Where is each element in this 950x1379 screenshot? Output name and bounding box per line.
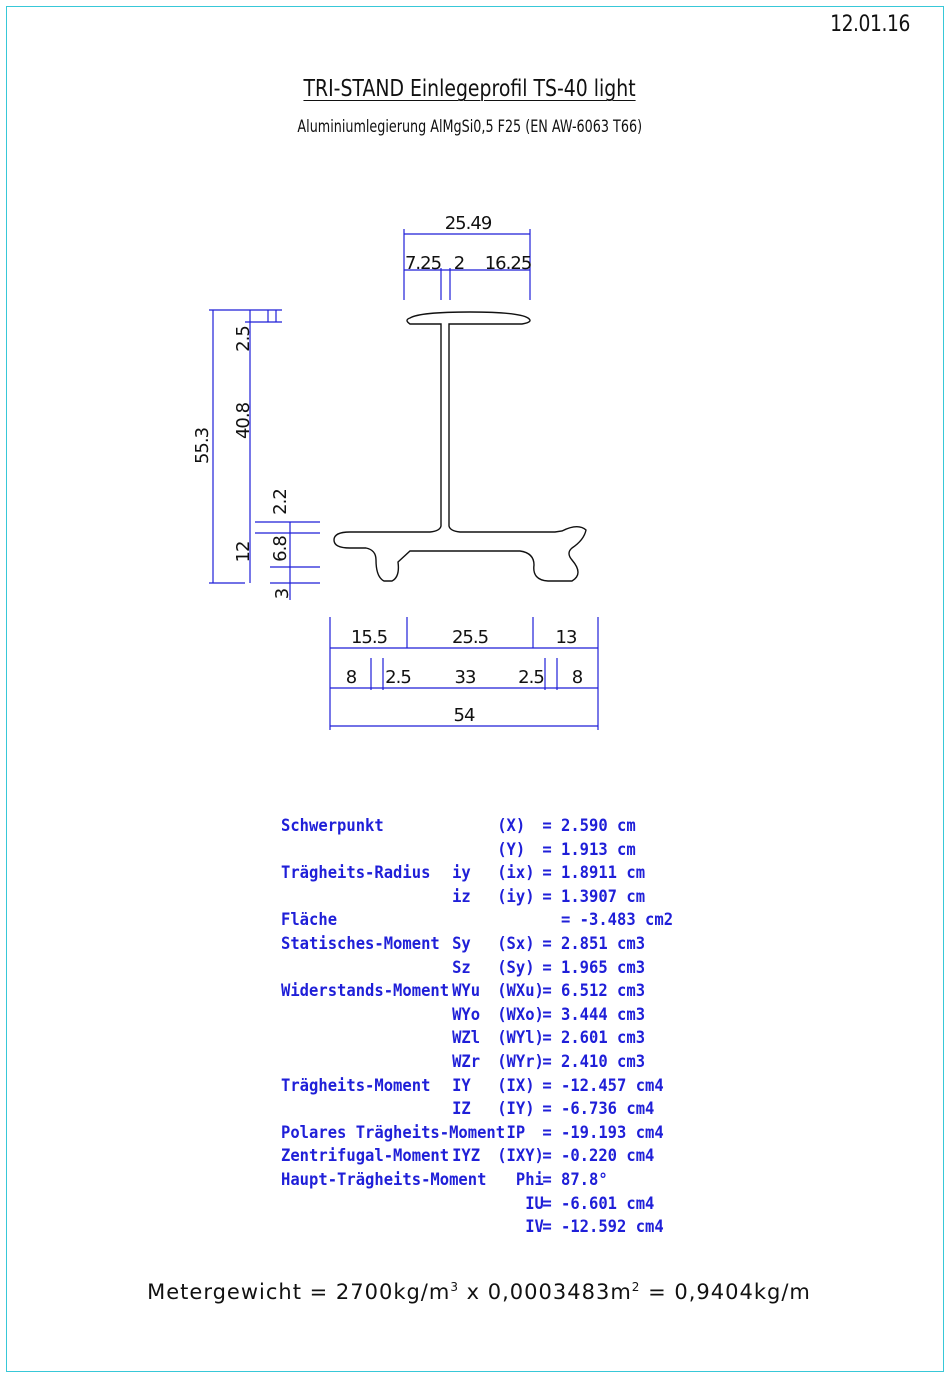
property-value: = 2.410 cm3 xyxy=(542,1051,646,1071)
formula-part1: Metergewicht = 2700kg/m xyxy=(147,1280,451,1304)
dim-top-total: 25.49 xyxy=(444,213,492,234)
dim-top-right: 16.25 xyxy=(484,253,532,274)
dim-base-bottom: 3 xyxy=(272,588,293,600)
property-alt-symbol: Phi xyxy=(497,1169,544,1189)
property-value: = 87.8° xyxy=(542,1169,608,1189)
dim-bottom-13: 13 xyxy=(555,627,577,648)
property-symbol: WYu xyxy=(452,981,481,1001)
property-alt-symbol: (IY) xyxy=(497,1099,535,1119)
property-symbol: WZl xyxy=(452,1028,481,1048)
property-value: = 3.444 cm3 xyxy=(542,1004,646,1024)
property-alt-symbol: (Sy) xyxy=(497,957,535,977)
dim-top-left: 7.25 xyxy=(404,253,442,274)
dim-base-mid: 6.8 xyxy=(270,536,291,562)
property-value: = 1.8911 cm xyxy=(542,863,646,883)
property-alt-symbol: (X) xyxy=(497,816,526,835)
drawing-date: 12.01.16 xyxy=(830,12,910,37)
property-symbol: IYZ xyxy=(452,1146,481,1166)
property-symbol: iy xyxy=(452,863,471,883)
property-value: = 1.913 cm xyxy=(542,839,636,859)
property-value: = -12.592 cm4 xyxy=(542,1217,664,1237)
formula-exp2: 2 xyxy=(631,1280,641,1294)
property-alt-symbol: IP xyxy=(497,1122,526,1142)
dim-bottom-25-5: 25.5 xyxy=(451,627,489,648)
dim-bottom-total: 54 xyxy=(453,705,475,726)
formula-part2: x 0,0003483m xyxy=(458,1280,632,1304)
property-alt-symbol: (ix) xyxy=(497,863,535,883)
property-label: Schwerpunkt xyxy=(281,816,384,835)
property-alt-symbol: (Y) xyxy=(497,839,526,859)
property-value: = -19.193 cm4 xyxy=(542,1122,664,1142)
property-value: = 2.851 cm3 xyxy=(542,933,646,953)
property-alt-symbol: IV xyxy=(497,1217,544,1237)
dim-height-total: 55.3 xyxy=(192,427,213,465)
property-value: = 6.512 cm3 xyxy=(542,981,646,1001)
property-value: = -6.736 cm4 xyxy=(542,1099,655,1119)
property-alt-symbol: (WXu) xyxy=(497,981,544,1001)
property-symbol: WZr xyxy=(452,1051,481,1071)
property-alt-symbol: IU xyxy=(497,1193,544,1213)
property-label: Haupt-Trägheits-Moment xyxy=(281,1169,487,1189)
property-value: = -0.220 cm4 xyxy=(542,1146,655,1166)
property-label: Statisches-Moment xyxy=(281,933,440,953)
property-alt-symbol: (IXY) xyxy=(497,1146,544,1166)
property-value: = 2.601 cm3 xyxy=(542,1028,646,1048)
property-value: = 1.965 cm3 xyxy=(542,957,646,977)
meter-weight-formula xyxy=(0,1280,950,1304)
dim-flange-top: 2.5 xyxy=(233,326,254,352)
dim-bottom-2-5-left: 2.5 xyxy=(385,667,411,688)
property-alt-symbol: (WXo) xyxy=(497,1004,544,1024)
property-alt-symbol: (IX) xyxy=(497,1075,535,1095)
property-value: = 2.590 cm xyxy=(542,816,636,835)
dim-base-total: 12 xyxy=(233,541,254,563)
property-alt-symbol: (WYr) xyxy=(497,1051,544,1071)
property-label: Zentrifugal-Moment xyxy=(281,1146,450,1166)
left-dimensions xyxy=(209,310,320,600)
property-value: = 1.3907 cm xyxy=(542,886,646,906)
profile-section xyxy=(334,312,586,581)
property-symbol: IZ xyxy=(452,1099,471,1119)
dim-top-mid: 2 xyxy=(453,253,465,274)
dim-bottom-2-5-right: 2.5 xyxy=(518,667,544,688)
property-alt-symbol: (Sx) xyxy=(497,933,535,953)
property-value: = -6.601 cm4 xyxy=(542,1193,655,1213)
property-symbol: Sz xyxy=(452,957,471,977)
property-label: Trägheits-Moment xyxy=(281,1075,431,1095)
property-value: = -12.457 cm4 xyxy=(542,1075,664,1095)
property-label: Polares Trägheits-Moment xyxy=(281,1122,506,1142)
profile-outline xyxy=(334,312,586,581)
property-symbol: Sy xyxy=(452,933,471,953)
dim-web-height: 40.8 xyxy=(233,402,254,440)
dim-base-web: 2.2 xyxy=(270,489,291,515)
property-alt-symbol: (WYl) xyxy=(497,1028,544,1048)
subtitle-text: Aluminiumlegierung AlMgSi0,5 F25 (EN AW-6063 T66) xyxy=(297,117,643,137)
property-value: = -3.483 cm2 xyxy=(542,910,674,930)
property-symbol: iz xyxy=(452,886,471,906)
property-label: Widerstands-Moment xyxy=(281,981,450,1001)
property-label: Fläche xyxy=(281,910,338,930)
dim-bottom-8-left: 8 xyxy=(345,667,357,688)
dim-bottom-8-right: 8 xyxy=(571,667,583,688)
property-symbol: IY xyxy=(452,1075,471,1095)
formula-exp1: 3 xyxy=(450,1280,459,1294)
dim-bottom-33: 33 xyxy=(454,667,476,688)
title-text: TRI-STAND Einlegeprofil TS-40 light xyxy=(303,76,637,102)
property-alt-symbol: (iy) xyxy=(497,886,535,906)
property-symbol: WYo xyxy=(452,1004,481,1024)
property-label: Trägheits-Radius xyxy=(281,863,431,883)
dim-bottom-15-5: 15.5 xyxy=(350,627,388,648)
formula-part3: = 0,9404kg/m xyxy=(640,1280,811,1304)
